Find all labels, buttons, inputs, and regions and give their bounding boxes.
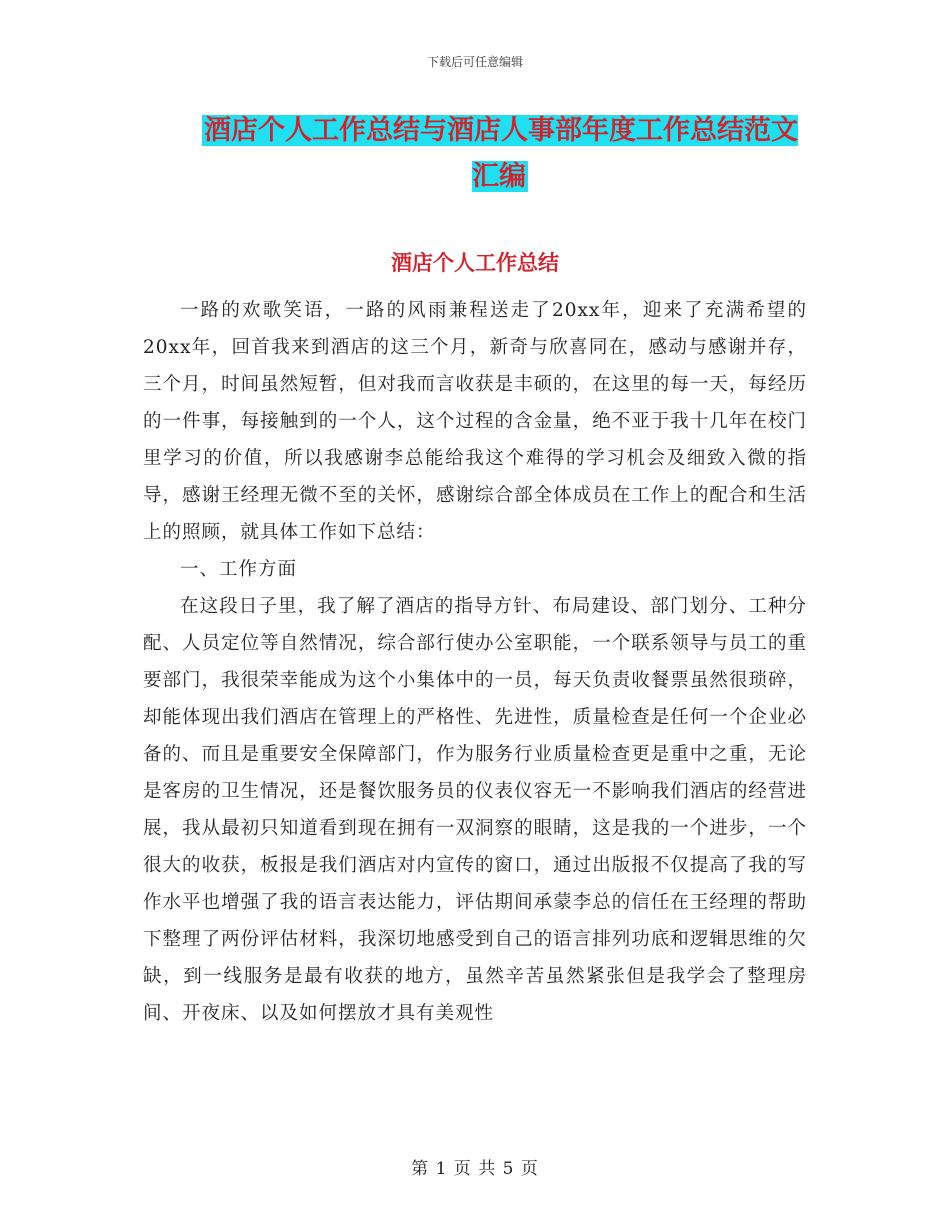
- header-note: 下载后可任意编辑: [426, 55, 523, 69]
- paragraph: 一路的欢歌笑语，一路的风雨兼程送走了20xx年，迎来了充满希望的20xx年，回首我来到酒店的这三个月，新奇与欣喜同在，感动与感谢并存，三个月，时间虽然短暂，但对我而言收获是丰硕的，在这里的每一天，每经历的一件事，每接触到的一个人，这个过程的含金量，绝不亚于我十几年在校门里学习的价值，所以我感谢李总能给我这个难得的学习机会及细致入微的指导，感谢王经理无微不至的关怀，感谢综合部全体成员在工作上的配合和生活上的照顾，就具体工作如下总结：: [143, 300, 807, 543]
- page-number: 第 1 页 共 5 页: [411, 1159, 539, 1179]
- body-text: [143, 292, 807, 1032]
- paragraph: 在这段日子里，我了解了酒店的指导方针、布局建设、部门划分、工种分配、人员定位等自然情况，综合部行使办公室职能，一个联系领导与员工的重要部门，我很荣幸能成为这个小集体中的一员，每天负责收餐票虽然很琐碎，却能体现出我们酒店在管理上的严格性、先进性，质量检查是任何一个企业必备的、而且是重要安全保障部门，作为服务行业质量检查更是重中之重，无论是客房的卫生情况，还是餐饮服务员的仪表仪容无一不影响我们酒店的经营进展，我从最初只知道看到现在拥有一双洞察的眼睛，这是我的一个进步，一个很大的收获，板报是我们酒店对内宣传的窗口，通过出版报不仅提高了我的写作水平也增强了我的语言表达能力，评估期间承蒙李总的信任在王经理的帮助下整理了两份评估材料，我深切地感受到自己的语言排列功底和逻辑思维的欠缺，到一线服务是最有收获的地方，虽然辛苦虽然紧张但是我学会了整理房间、开夜床、以及如何摆放才具有美观性: [143, 596, 807, 1024]
- section-title: 酒店个人工作总结: [391, 250, 559, 275]
- paragraph-heading: 一、工作方面: [180, 559, 298, 580]
- document-title-text: 酒店个人工作总结与酒店人事部年度工作总结范文汇编: [204, 115, 798, 192]
- document-title: [190, 108, 810, 200]
